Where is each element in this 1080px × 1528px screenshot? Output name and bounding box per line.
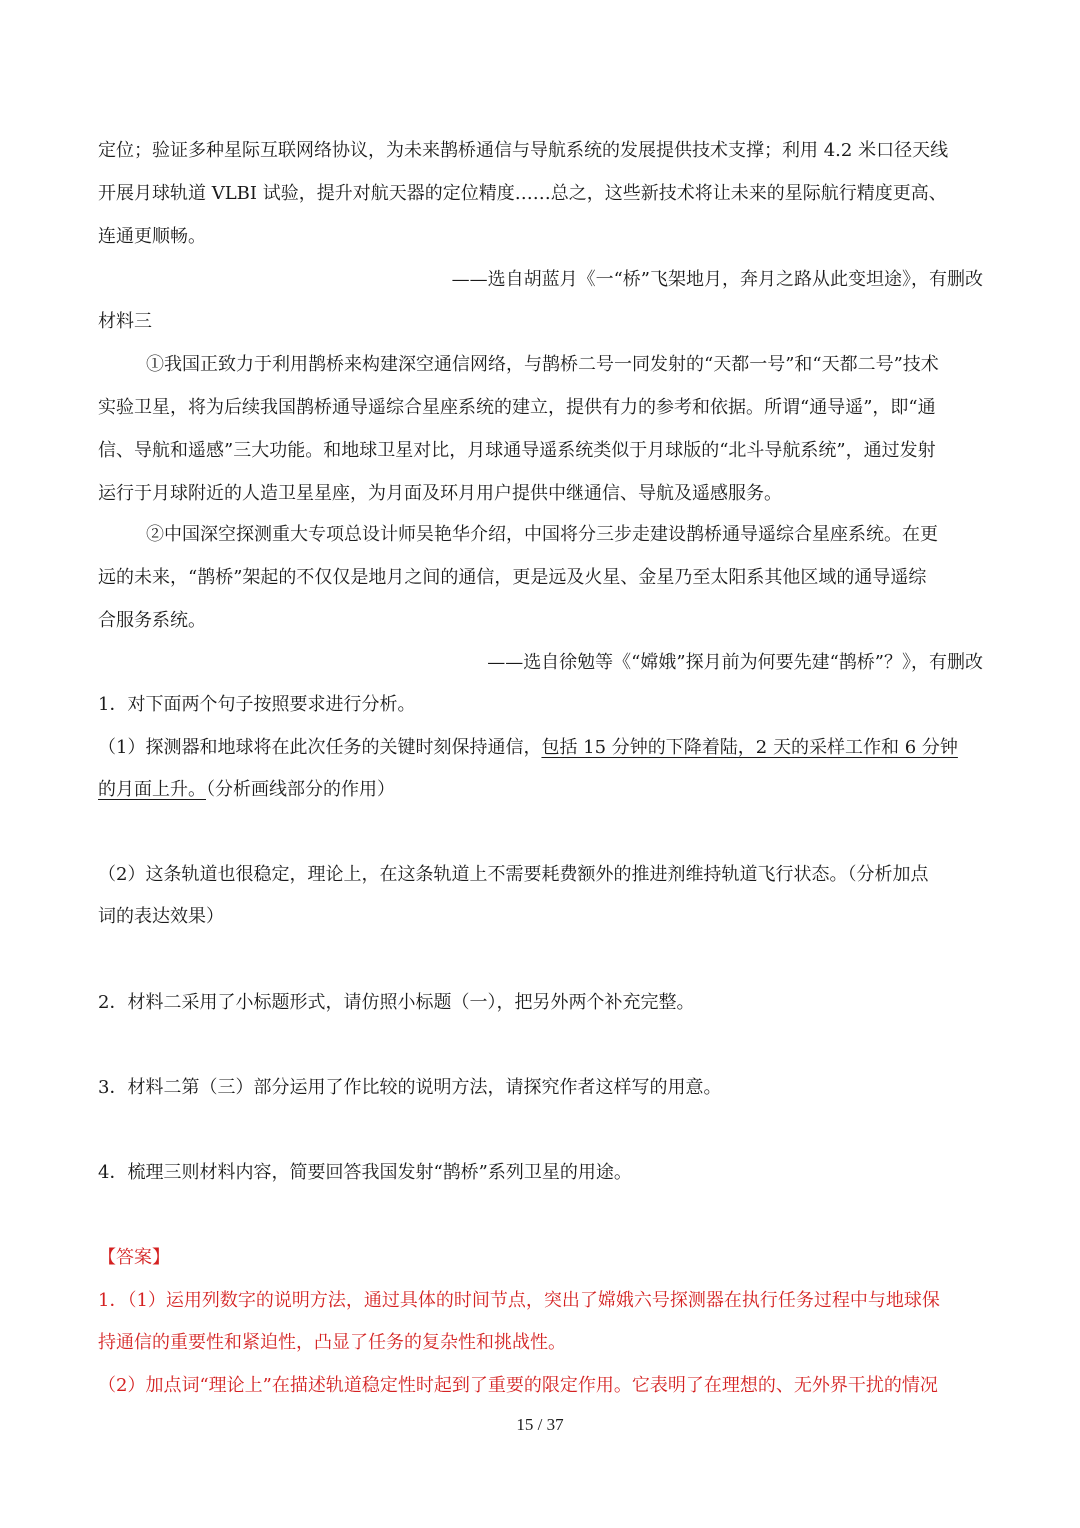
material3-p1-line-1: ①我国正致力于利用鹊桥来构建深空通信网络，与鹊桥二号一同发射的“天都一号”和“天都二号”技术 xyxy=(146,354,939,375)
material3-title: 材料三 xyxy=(98,311,152,332)
material2-source: ——选自胡蓝月《一“桥”飞架地月，奔月之路从此变坦途》，有删改 xyxy=(451,269,983,290)
question-1: 1．对下面两个句子按照要求进行分析。 xyxy=(98,694,416,715)
question-1-1-underlined: 包括 15 分钟的下降着陆，2 天的采样工作和 6 分钟 xyxy=(541,737,958,758)
question-1-2-line-2: 词的表达效果） xyxy=(98,906,224,927)
question-1-1-note: （分析画线部分的作用） xyxy=(206,779,395,800)
question-2: 2．材料二采用了小标题形式，请仿照小标题（一），把另外两个补充完整。 xyxy=(98,992,695,1013)
material3-p1-line-2: 实验卫星，将为后续我国鹊桥通导遥综合星座系统的建立，提供有力的参考和依据。所谓“通导遥”，即“通 xyxy=(98,397,936,418)
answer-heading: 【答案】 xyxy=(98,1247,170,1268)
answer-1-2-line-1: （2）加点词“理论上”在描述轨道稳定性时起到了重要的限定作用。它表明了在理想的、无外界干扰的情况 xyxy=(98,1375,938,1396)
question-1-1-text: （1）探测器和地球将在此次任务的关键时刻保持通信， xyxy=(98,737,542,758)
answer-1-1-line-1: 1．（1）运用列数字的说明方法，通过具体的时间节点，突出了嫦娥六号探测器在执行任务过程中与地球保 xyxy=(98,1290,940,1311)
question-1-1-cont xyxy=(98,775,988,805)
material3-p1-line-3: 信、导航和遥感”三大功能。和地球卫星对比，月球通导遥系统类似于月球版的“北斗导航系统”，通过发射 xyxy=(98,440,936,461)
question-1-1 xyxy=(98,733,988,763)
page-number: 15 / 37 xyxy=(516,1415,564,1434)
question-3: 3．材料二第（三）部分运用了作比较的说明方法，请探究作者这样写的用意。 xyxy=(98,1077,722,1098)
question-1-1-underlined-cont: 的月面上升。 xyxy=(98,779,206,800)
material3-p2-line-1: ②中国深空探测重大专项总设计师吴艳华介绍，中国将分三步走建设鹊桥通导遥综合星座系统。在更 xyxy=(146,524,938,545)
answer-1-1-line-2: 持通信的重要性和紧迫性，凸显了任务的复杂性和挑战性。 xyxy=(98,1332,566,1353)
material2-line-1: 定位；验证多种星际互联网络协议，为未来鹊桥通信与导航系统的发展提供技术支撑；利用 4.2 米口径天线 xyxy=(98,140,949,161)
material3-source: ——选自徐勉等《“嫦娥”探月前为何要先建“鹊桥”？》，有删改 xyxy=(487,652,983,673)
question-4: 4．梳理三则材料内容，简要回答我国发射“鹊桥”系列卫星的用途。 xyxy=(98,1162,632,1183)
material2-line-2: 开展月球轨道 VLBI 试验，提升对航天器的定位精度……总之，这些新技术将让未来的星际航行精度更高、 xyxy=(98,183,947,204)
material3-p2-line-3: 合服务系统。 xyxy=(98,610,206,631)
material3-p2-line-2: 远的未来，“鹊桥”架起的不仅仅是地月之间的通信，更是远及火星、金星乃至太阳系其他区域的通导遥综 xyxy=(98,567,927,588)
material3-p1-line-4: 运行于月球附近的人造卫星星座，为月面及环月用户提供中继通信、导航及遥感服务。 xyxy=(98,483,782,504)
question-1-2-line-1: （2）这条轨道也很稳定，理论上，在这条轨道上不需要耗费额外的推进剂维持轨道飞行状态。（分析加点 xyxy=(98,864,929,885)
material2-line-3: 连通更顺畅。 xyxy=(98,226,206,247)
